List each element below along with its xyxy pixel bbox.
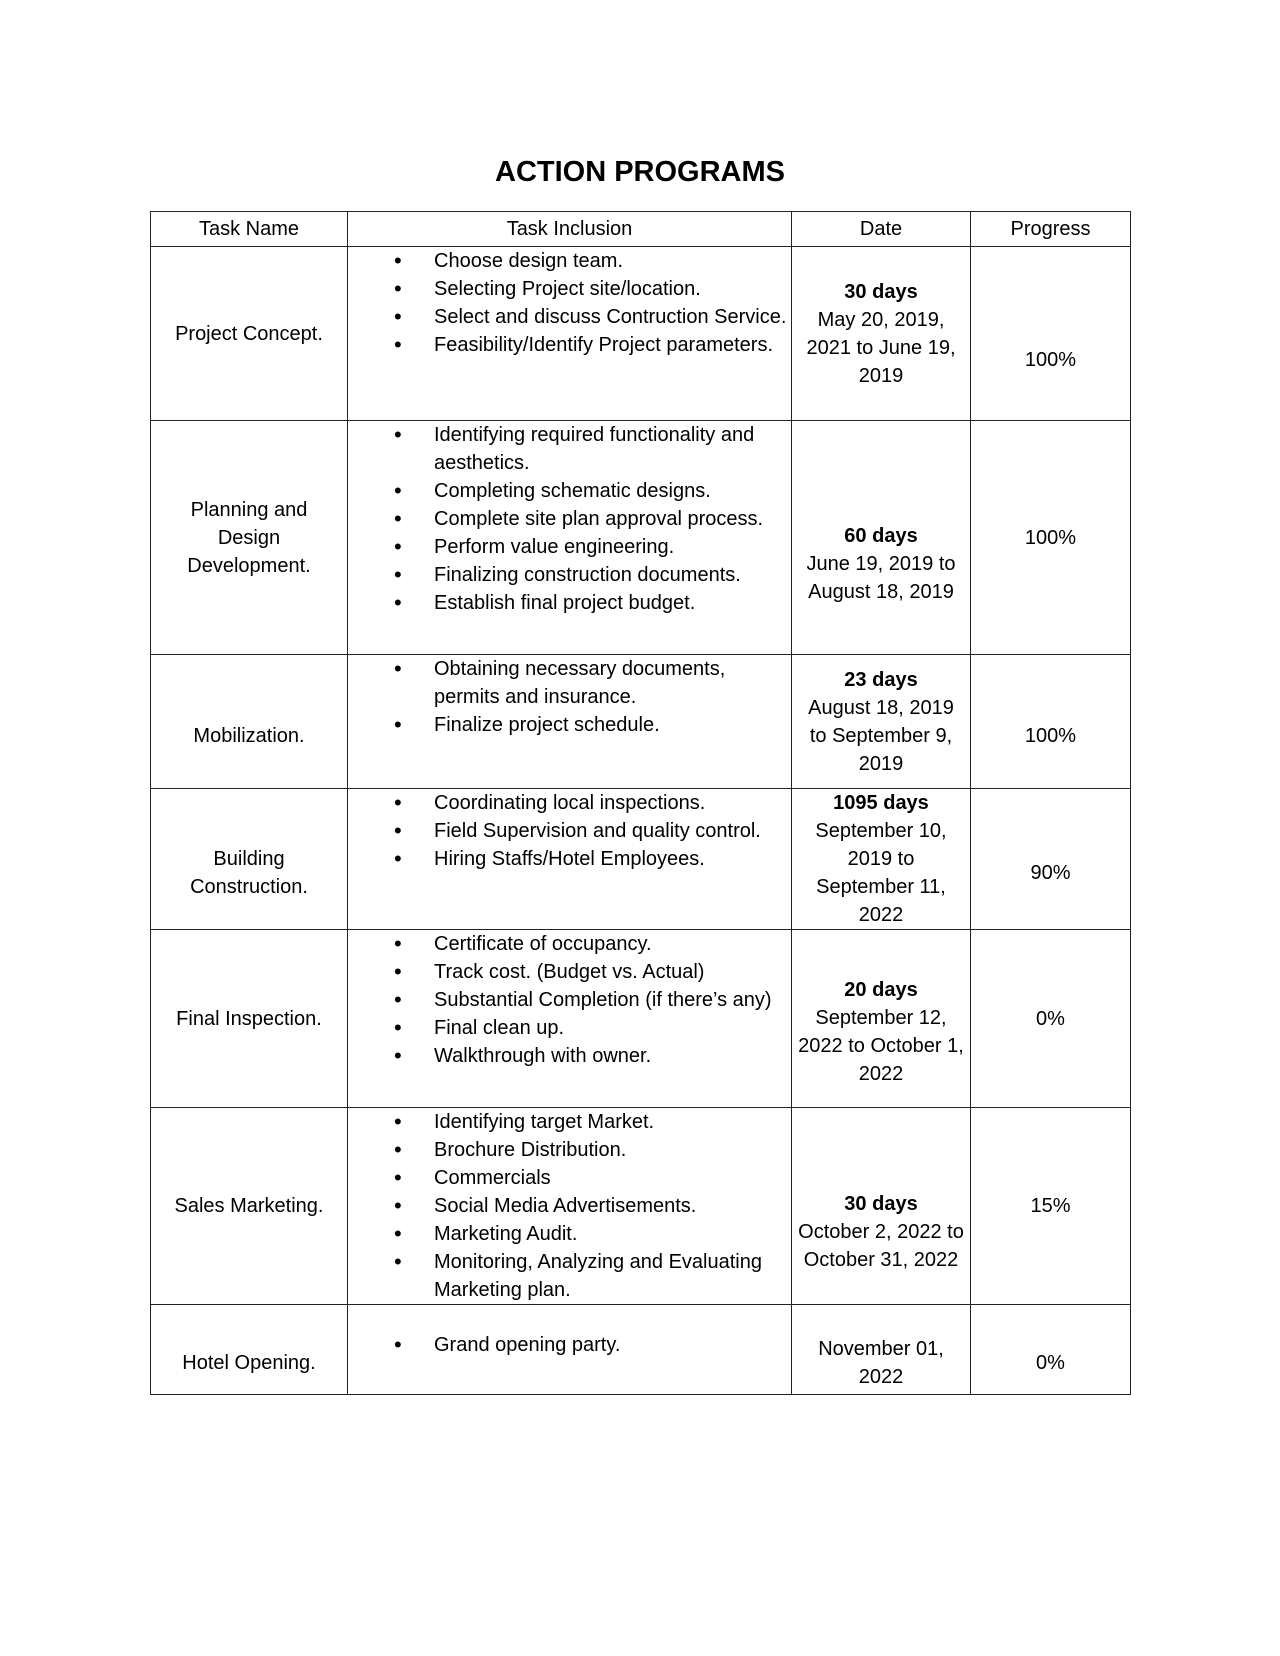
list-item: • Identifying target Market.	[348, 1108, 791, 1136]
task-name: Project Concept.	[151, 247, 348, 421]
duration: 23 days	[844, 668, 918, 691]
header-progress: Progress	[971, 212, 1131, 247]
inclusion-list	[348, 421, 791, 617]
list-item: • Marketing Audit.	[348, 1220, 791, 1248]
task-name: Building Construction.	[151, 789, 348, 930]
task-progress: 0%	[971, 930, 1131, 1108]
date-range: September 12, 2022 to October 1, 2022	[798, 1006, 964, 1085]
list-item: • Walkthrough with owner.	[348, 1042, 791, 1070]
inclusion-list	[348, 1331, 791, 1359]
table-row	[151, 421, 1131, 655]
inclusion-list	[348, 930, 791, 1070]
list-item: • Certificate of occupancy.	[348, 930, 791, 958]
inclusion-list	[348, 789, 791, 873]
task-name: Mobilization.	[151, 655, 348, 789]
list-item: • Obtaining necessary documents, permits and insurance.	[348, 655, 791, 711]
duration: 20 days	[844, 978, 918, 1001]
task-date	[792, 247, 971, 421]
task-progress: 100%	[971, 655, 1131, 789]
task-progress: 100%	[971, 421, 1131, 655]
list-item: • Finalize project schedule.	[348, 711, 791, 739]
duration: 60 days	[844, 524, 918, 547]
task-inclusion	[348, 1108, 792, 1305]
date-range: November 01, 2022	[818, 1337, 944, 1388]
header-task-inclusion: Task Inclusion	[348, 212, 792, 247]
list-item: • Identifying required functionality and aesthetics.	[348, 421, 791, 477]
duration: 1095 days	[833, 792, 929, 814]
task-date	[792, 1305, 971, 1395]
header-task-name: Task Name	[151, 212, 348, 247]
table-row	[151, 1108, 1131, 1305]
date-range: June 19, 2019 to August 18, 2019	[806, 552, 956, 603]
task-date	[792, 1108, 971, 1305]
list-item: • Brochure Distribution.	[348, 1136, 791, 1164]
list-item: • Perform value engineering.	[348, 533, 791, 561]
date-range: May 20, 2019, 2021 to June 19, 2019	[806, 308, 956, 387]
task-date	[792, 655, 971, 789]
list-item: • Social Media Advertisements.	[348, 1192, 791, 1220]
task-name: Final Inspection.	[151, 930, 348, 1108]
task-date	[792, 421, 971, 655]
list-item: • Final clean up.	[348, 1014, 791, 1042]
task-inclusion	[348, 789, 792, 930]
task-progress: 100%	[971, 247, 1131, 421]
task-inclusion	[348, 930, 792, 1108]
header-date: Date	[792, 212, 971, 247]
table-row	[151, 655, 1131, 789]
list-item: • Feasibility/Identify Project parameters.	[348, 331, 791, 359]
list-item: • Choose design team.	[348, 247, 791, 275]
task-progress: 15%	[971, 1108, 1131, 1305]
table-row	[151, 930, 1131, 1108]
task-name: Sales Marketing.	[151, 1108, 348, 1305]
task-name: Hotel Opening.	[151, 1305, 348, 1395]
duration: 30 days	[844, 1193, 918, 1215]
list-item: • Establish final project budget.	[348, 589, 791, 617]
list-item: • Selecting Project site/location.	[348, 275, 791, 303]
list-item: • Track cost. (Budget vs. Actual)	[348, 958, 791, 986]
list-item: • Monitoring, Analyzing and Evaluating Marketing plan.	[348, 1248, 791, 1304]
table-row	[151, 789, 1131, 930]
task-inclusion	[348, 421, 792, 655]
list-item: • Coordinating local inspections.	[348, 789, 791, 817]
task-date	[792, 930, 971, 1108]
table-row	[151, 247, 1131, 421]
list-item: • Grand opening party.	[348, 1331, 791, 1359]
table-row	[151, 1305, 1131, 1395]
task-date	[792, 789, 971, 930]
inclusion-list	[348, 655, 791, 739]
task-progress: 0%	[971, 1305, 1131, 1395]
task-inclusion	[348, 247, 792, 421]
inclusion-list	[348, 1108, 791, 1304]
list-item: • Substantial Completion (if there’s any)	[348, 986, 791, 1014]
date-range: October 2, 2022 to October 31, 2022	[798, 1221, 964, 1271]
action-programs-table	[150, 211, 1131, 1395]
page-title: ACTION PROGRAMS	[495, 156, 785, 188]
list-item: • Hiring Staffs/Hotel Employees.	[348, 845, 791, 873]
duration: 30 days	[844, 280, 918, 303]
list-item: • Finalizing construction documents.	[348, 561, 791, 589]
list-item: • Field Supervision and quality control.	[348, 817, 791, 845]
list-item: • Commercials	[348, 1164, 791, 1192]
date-range: August 18, 2019 to September 9, 2019	[808, 696, 954, 775]
task-inclusion	[348, 1305, 792, 1395]
header-row	[151, 212, 1131, 247]
task-name: Planning and Design Development.	[151, 421, 348, 655]
list-item: • Select and discuss Contruction Service.	[348, 303, 791, 331]
list-item: • Completing schematic designs.	[348, 477, 791, 505]
date-range: September 10, 2019 to September 11, 2022	[815, 820, 947, 926]
task-progress: 90%	[971, 789, 1131, 930]
list-item: • Complete site plan approval process.	[348, 505, 791, 533]
inclusion-list	[348, 247, 791, 359]
task-inclusion	[348, 655, 792, 789]
